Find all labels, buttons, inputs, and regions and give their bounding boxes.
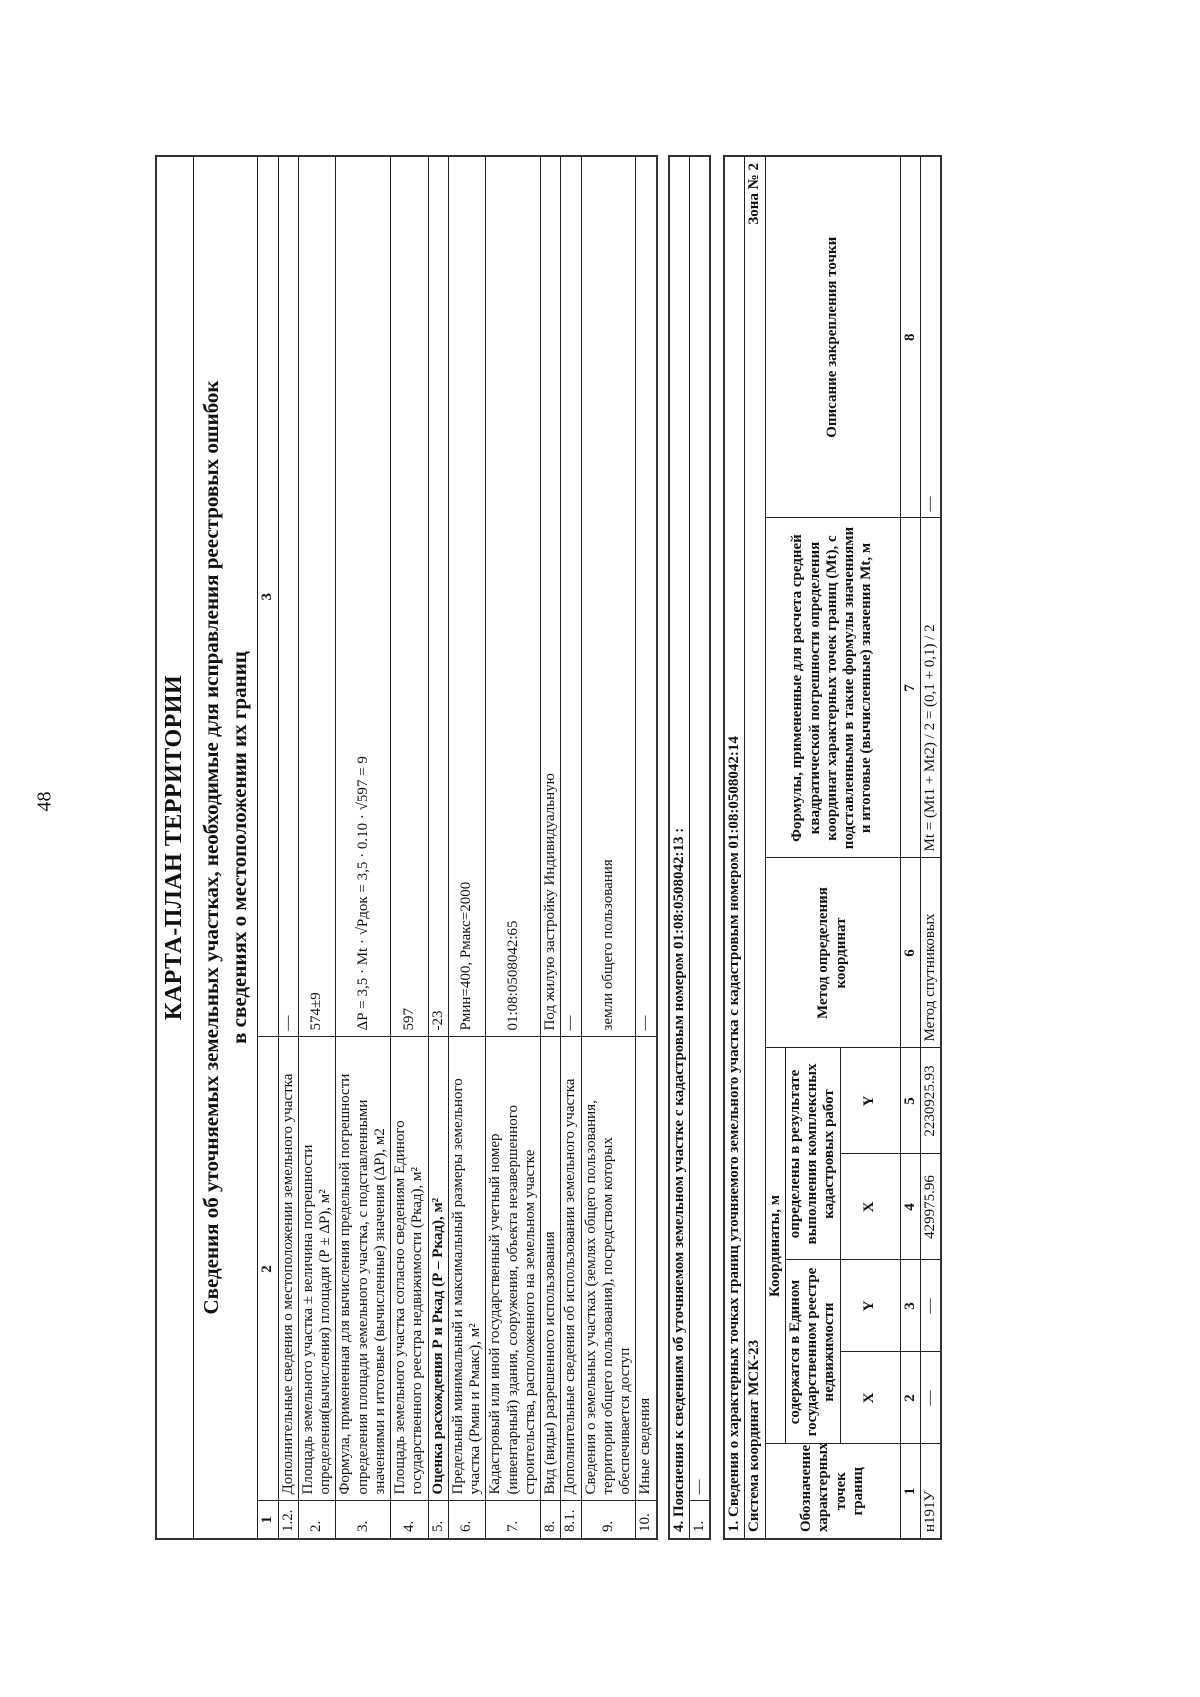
row-number: 8. <box>541 1501 561 1539</box>
determined-coordinates-header: определены в результате выполнения комплексных кадастровых работ <box>785 1048 840 1260</box>
coordinates-header: Координаты, м <box>765 1048 785 1444</box>
page-number: 48 <box>33 791 56 812</box>
determined-x: 429975.96 <box>920 1154 941 1260</box>
subtitle-line-1: Сведения об уточняемых земельных участках, необходимые для исправления реестровых ошибок <box>198 380 223 1315</box>
row-number: 8.1. <box>561 1501 581 1539</box>
method-value: Метод спутниковых <box>920 858 941 1048</box>
row-number: 9. <box>581 1501 636 1539</box>
section-4-heading: 4. Пояснения к сведениям об уточняемом земельном участке с кадастровым номером 01:08:0508042:13 : <box>669 156 690 1539</box>
row-number: 1. <box>689 1501 710 1539</box>
row-number: 1.2. <box>278 1501 298 1539</box>
column-number: 6 <box>900 858 920 1048</box>
table-row <box>561 156 581 1539</box>
row-description: Дополнительные сведения о местоположении земельного участка <box>278 1037 298 1501</box>
table-row <box>920 156 941 1539</box>
table-row <box>636 156 657 1539</box>
point-designation: н191У <box>920 1444 941 1539</box>
column-number: 2 <box>900 1352 920 1444</box>
row-description: Оценка расхождения Р и Ркад (Р – Ркад), м² <box>428 1037 448 1501</box>
row-value: -23 <box>428 156 448 1037</box>
x-header: X <box>840 1154 900 1260</box>
row-value: — <box>278 156 298 1037</box>
section-4-table <box>668 155 712 1540</box>
row-number: 4. <box>391 1501 429 1539</box>
y-header: Y <box>840 1260 900 1352</box>
row-description: Площадь земельного участка согласно сведениям Единого государственного реестра недвижимости (Ркад), м² <box>391 1037 429 1501</box>
description-value: — <box>920 156 941 518</box>
row-number: 7. <box>486 1501 541 1539</box>
row-number: 10. <box>636 1501 657 1539</box>
column-number: 7 <box>900 518 920 858</box>
column-number: 4 <box>900 1154 920 1260</box>
table-row <box>581 156 636 1539</box>
egrn-y: — <box>920 1260 941 1352</box>
row-description: Формула, примененная для вычисления предельной погрешности определения площади земельного участка, с подставленными значениями и итоговые (вычисленные) значения (ΔР), м2 <box>336 1037 391 1501</box>
x-header: X <box>840 1352 900 1444</box>
info-table <box>155 155 658 1540</box>
row-description: Иные сведения <box>636 1037 657 1501</box>
row-value: Под жилую застройку Индивидуальную <box>541 156 561 1037</box>
zone-label: Зона № 2 <box>745 156 765 518</box>
row-description: Вид (виды) разрешенного использования <box>541 1037 561 1501</box>
table-row <box>298 156 336 1539</box>
row-description: Площадь земельного участка ± величина погрешности определения(вычисления) площади (Р ± ΔР), м² <box>298 1037 336 1501</box>
page-subtitle <box>193 156 258 1539</box>
row-value: 597 <box>391 156 429 1037</box>
description-header: Описание закрепления точки <box>765 156 900 518</box>
column-header-1: 1 <box>258 1501 278 1539</box>
column-number: 1 <box>900 1444 920 1539</box>
row-description: Сведения о земельных участках (землях общего пользования, территории общего пользования), посредством которых обеспечивается доступ <box>581 1037 636 1501</box>
method-header: Метод определения координат <box>765 858 900 1048</box>
row-value: Рмин=400, Рмакс=2000 <box>448 156 486 1037</box>
table-row <box>391 156 429 1539</box>
row-description: Кадастровый или иной государственный учетный номер (инвентарный) здания, сооружения, объекта незавершенного строительства, расположенного на земельном участке <box>486 1037 541 1501</box>
formulas-header: Формулы, примененные для расчета средней квадратической погрешности определения координат характерных точек границ (Mt), с подставленными в такие формулы значениями и итоговые (вычисленные) значения Mt, м <box>765 518 900 858</box>
y-header: Y <box>840 1048 900 1154</box>
determined-y: 2230925.93 <box>920 1048 941 1154</box>
column-number: 8 <box>900 156 920 518</box>
column-header-3: 3 <box>258 156 278 1037</box>
page-title: КАРТА-ПЛАН ТЕРРИТОРИИ <box>156 156 193 1539</box>
designation-header: Обозначение характерных точек границ <box>765 1444 900 1539</box>
row-value: — <box>561 156 581 1037</box>
table-row <box>448 156 486 1539</box>
row-description: Дополнительные сведения об использовании земельного участка <box>561 1037 581 1501</box>
row-number: 3. <box>336 1501 391 1539</box>
section-1-heading: 1. Сведения о характерных точках границ уточняемого земельного участка с кадастровым номером 01:08:0508042:14 <box>724 156 745 1539</box>
egrn-coordinates-header: содержатся в Едином государственном реестре недвижимости <box>785 1260 840 1444</box>
row-number: 6. <box>448 1501 486 1539</box>
row-value: 574±9 <box>298 156 336 1037</box>
row-description: Предельный минимальный и максимальный размеры земельного участка (Рмин и Рмакс), м² <box>448 1037 486 1501</box>
table-row <box>278 156 298 1539</box>
area-error-formula: ΔР = 3,5 · Mt · √Pдок = 3,5 · 0.10 · √597 = 9 <box>336 156 391 1037</box>
row-value: — <box>636 156 657 1037</box>
row-value: 01:08:0508042:65 <box>486 156 541 1037</box>
column-number: 5 <box>900 1048 920 1154</box>
column-number: 3 <box>900 1260 920 1352</box>
row-number: 2. <box>298 1501 336 1539</box>
table-row <box>541 156 561 1539</box>
rotated-page-content <box>155 155 1080 1540</box>
table-row <box>428 156 448 1539</box>
coordinate-system: Система координат МСК-23 <box>745 518 765 1539</box>
row-number: 5. <box>428 1501 448 1539</box>
egrn-x: — <box>920 1352 941 1444</box>
row-value: земли общего пользования <box>581 156 636 1037</box>
subtitle-line-2: в сведениях о местоположении их границ <box>226 651 251 1044</box>
table-row <box>336 156 391 1539</box>
boundary-points-table <box>723 155 942 1540</box>
table-row <box>486 156 541 1539</box>
formula-value: Mt = (Mt1 + Mt2) / 2 = (0,1 + 0,1) / 2 <box>920 518 941 858</box>
column-header-2: 2 <box>258 1037 278 1501</box>
row-value: — <box>689 156 710 1501</box>
table-row <box>689 156 710 1539</box>
